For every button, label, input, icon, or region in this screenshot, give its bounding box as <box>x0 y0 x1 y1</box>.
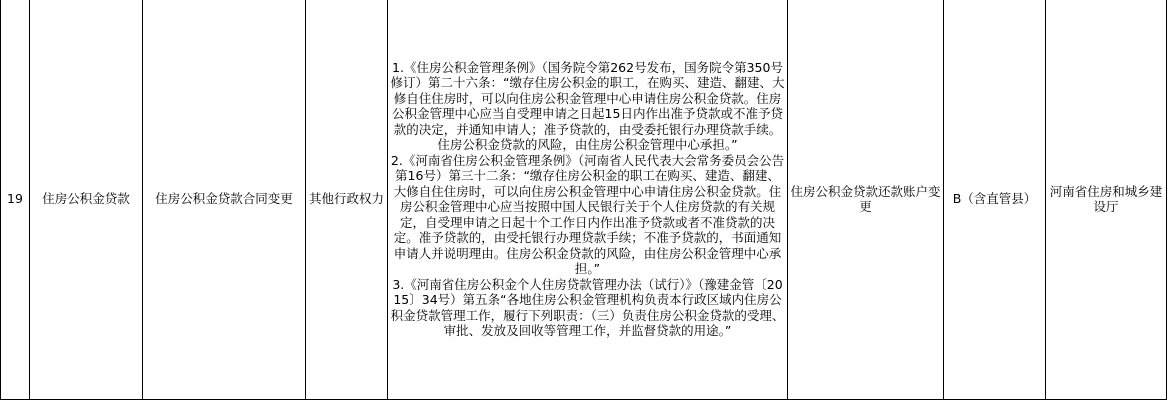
legal-basis-clause-2: 2.《河南省住房公积金管理条例》（河南省人民代表大会常务委员会公告第16号）第三十二条：“缴存住房公积金的职工在购买、建造、翻建、大修自住住房时，可以向住房公积金管理中心申请住房公积金贷款。住房公积金管理中心应当按照中国人民银行关于个人住房贷款的有关规定，自受理申请之日起十个工作日内作出准予贷款或者不准贷款的决定。准予贷款的，由受托银行办理贷款手续；不准予贷款的，书面通知申请人并说明理由。住房公积金贷款的风险，由住房公积金管理中心承担。” <box>390 152 785 276</box>
department-cell: 河南省住房和城乡建设厅 <box>1046 0 1167 400</box>
legal-basis-clause-3: 3.《河南省住房公积金个人住房贷款管理办法（试行）》（豫建金管〔2015〕34号）第五条“各地住房公积金管理机构负责本行政区域内住房公积金贷款管理工作，履行下列职责：（三）负责住房公积金贷款的受理、审批、发放及回收等管理工作，并监督贷款的用途。” <box>390 276 785 338</box>
legal-basis-clause-1: 1.《住房公积金管理条例》（国务院令第262号发布，国务院令第350号修订）第二十六条：“缴存住房公积金的职工，在购买、建造、翻建、大修自住住房时，可以向住房公积金管理中心申请住房公积金贷款。住房公积金管理中心应当自受理申请之日起15日内作出准予贷款或不准予贷款的决定，并通知申请人；准予贷款的，由受委托银行办理贷款手续。住房公积金贷款的风险，由住房公积金管理中心承担。” <box>390 59 785 152</box>
item-name-cell: 住房公积金贷款 <box>30 0 143 400</box>
power-type-cell: 其他行政权力 <box>306 0 388 400</box>
sub-item-cell: 住房公积金贷款合同变更 <box>143 0 306 400</box>
change-item-cell: 住房公积金贷款还款账户变更 <box>788 0 944 400</box>
legal-basis-cell <box>388 0 788 400</box>
seq-cell: 19 <box>1 0 30 400</box>
level-cell: B（含直管县） <box>944 0 1046 400</box>
table-row <box>1 0 1167 400</box>
